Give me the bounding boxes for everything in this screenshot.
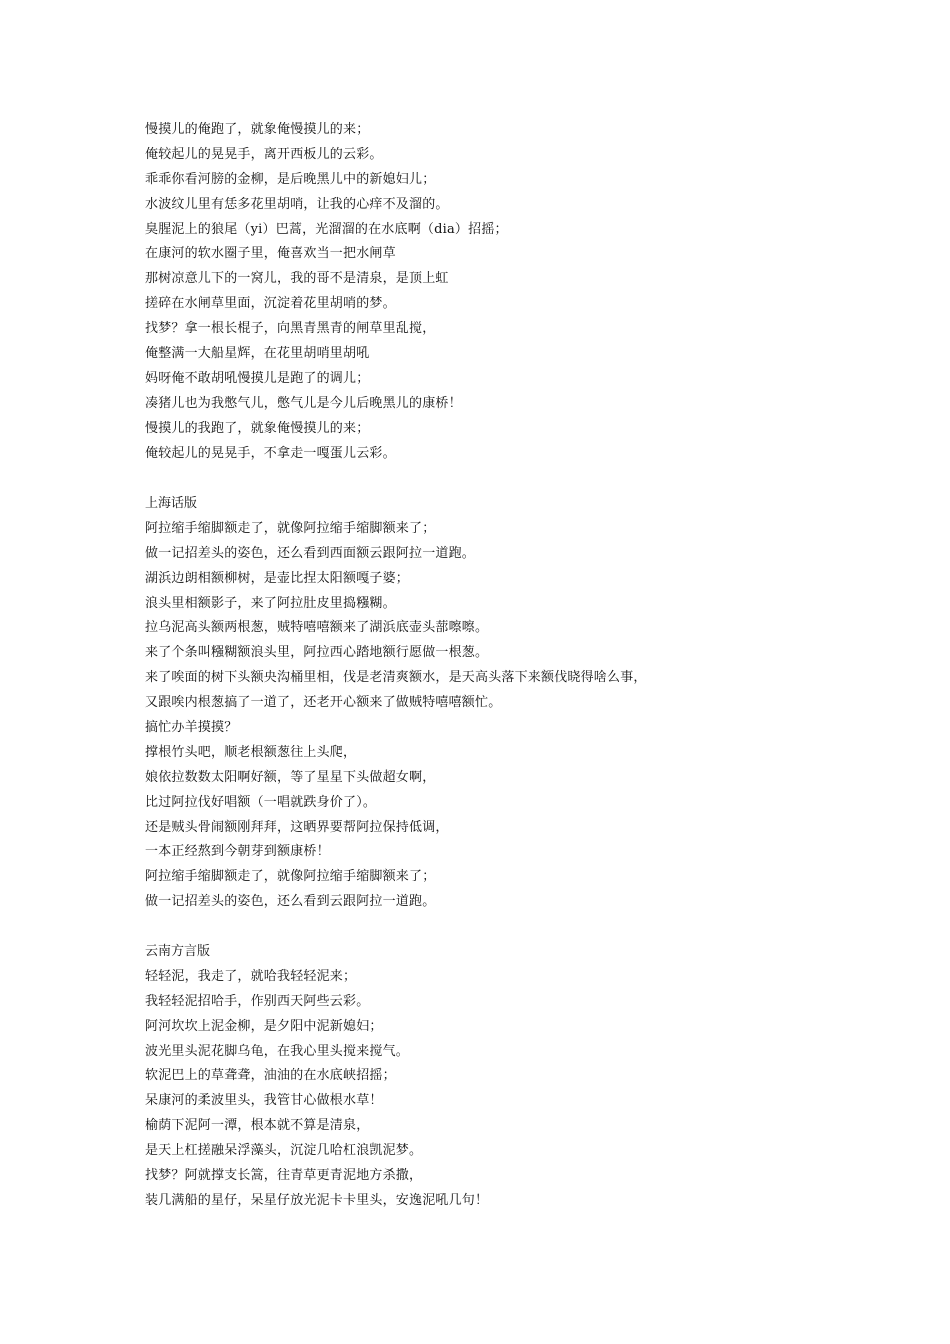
- poem-line: 来了个条叫糨糊额浪头里，阿拉西心踏地额行愿做一根葱。: [145, 645, 489, 661]
- poem-line: 臭腥泥上的狼尾（yi）巴蒿，光溜溜的在水底啊（dia）招摇；: [145, 221, 508, 237]
- poem-line: 找梦？拿一根长棍子，向黑青黑青的闸草里乱搅，: [145, 321, 436, 337]
- poem-line: 比过阿拉伐好唱额（一唱就跌身价了）。: [145, 794, 377, 810]
- poem-line: 装几满船的星仔，呆星仔放光泥卡卡里头，安逸泥吼几句！: [145, 1192, 489, 1208]
- poem-line: 慢摸儿的俺跑了，就象俺慢摸儿的来；: [145, 122, 370, 137]
- poem-section-dialect: [145, 118, 865, 466]
- poem-line: 又跟唉内根葱搞了一道了，还老开心额来了做贼特嘻嘻额忙。: [145, 695, 502, 711]
- poem-line: 拉乌泥高头额两根葱，贼特嘻嘻额来了湖浜底壶头蔀嚓嚓。: [145, 620, 489, 636]
- poem-line: 浪头里相额影子，来了阿拉肚皮里捣糨糊。: [145, 595, 396, 611]
- poem-line: 阿拉缩手缩脚额走了，就像阿拉缩手缩脚额来了；: [145, 520, 436, 536]
- poem-section-shanghai: [145, 492, 865, 915]
- poem-line: 我轻轻泥招哈手，作别西天阿些云彩。: [145, 993, 370, 1009]
- section-heading: 上海话版: [145, 496, 198, 511]
- poem-line: 波光里头泥花脚乌龟，在我心里头搅来搅气。: [145, 1043, 410, 1059]
- poem-line: 榆荫下泥阿一潭，根本就不算是清泉，: [145, 1118, 370, 1134]
- poem-line: 妈呀俺不敢胡吼慢摸儿是跑了的调儿；: [145, 370, 370, 386]
- poem-line: 来了唉面的树下头额央沟桶里相，伐是老清爽额水，是天高头落下来额伐晓得啥么事，: [145, 670, 647, 686]
- poem-line: 找梦？阿就撑支长篙，往青草更青泥地方杀撒，: [145, 1168, 423, 1184]
- poem-line: 慢摸儿的我跑了，就象俺慢摸儿的来；: [145, 420, 370, 436]
- poem-line: 做一记招差头的姿色，还么看到云跟阿拉一道跑。: [145, 894, 436, 910]
- poem-line: 搞忙办羊摸摸？: [145, 720, 238, 736]
- poem-line: 搓碎在水闸草里面，沉淀着花里胡哨的梦。: [145, 296, 396, 312]
- poem-line: 凑猪儿也为我憋气儿，憋气儿是今儿后晚黑儿的康桥！: [145, 395, 462, 411]
- poem-line: 撑根竹头吧，顺老根额葱往上头爬，: [145, 744, 357, 760]
- poem-line: 轻轻泥，我走了，就哈我轻轻泥来；: [145, 968, 357, 984]
- poem-section-yunnan: [145, 940, 865, 1214]
- poem-line: 俺较起儿的晃晃手，离开西板儿的云彩。: [145, 146, 383, 162]
- poem-line: 水波纹儿里有恁多花里胡哨，让我的心痒不及溜的。: [145, 196, 449, 212]
- poem-line: 娘依拉数数太阳啊好额，等了星星下头做超女啊，: [145, 769, 436, 785]
- poem-line: 那树凉意儿下的一窝儿，我的哥不是清泉，是顶上虹: [145, 271, 449, 287]
- poem-line: 阿拉缩手缩脚额走了，就像阿拉缩手缩脚额来了；: [145, 869, 436, 885]
- poem-line: 在康河的软水圈子里，俺喜欢当一把水闸草: [145, 246, 396, 262]
- poem-line: 俺较起儿的晃晃手，不拿走一嘎蛋儿云彩。: [145, 445, 396, 461]
- poem-line: 阿河坎坎上泥金柳，是夕阳中泥新媳妇；: [145, 1018, 383, 1034]
- poem-line: 乖乖你看河膀的金柳，是后晚黑儿中的新媳妇儿；: [145, 171, 436, 187]
- poem-line: 是天上杠搓融呆浮藻头，沉淀几哈杠浪凯泥梦。: [145, 1143, 423, 1159]
- section-heading: 云南方言版: [145, 944, 211, 959]
- poem-line: 软泥巴上的草聋聋，油油的在水底峡招摇；: [145, 1068, 396, 1084]
- poem-line: 呆康河的柔波里头，我管甘心做根水草！: [145, 1093, 383, 1109]
- poem-line: 俺整满一大船星辉，在花里胡哨里胡吼: [145, 346, 370, 362]
- poem-line: 一本正经熬到今朝芽到额康桥！: [145, 844, 330, 860]
- poem-line: 湖浜边朗相额柳树，是壶比捏太阳额嘎子婆；: [145, 570, 410, 586]
- poem-line: 做一记招差头的姿色，还么看到西面额云跟阿拉一道跑。: [145, 545, 476, 561]
- poem-line: 还是贼头骨闹额刚拜拜，这晒界要帮阿拉保持低调，: [145, 819, 449, 835]
